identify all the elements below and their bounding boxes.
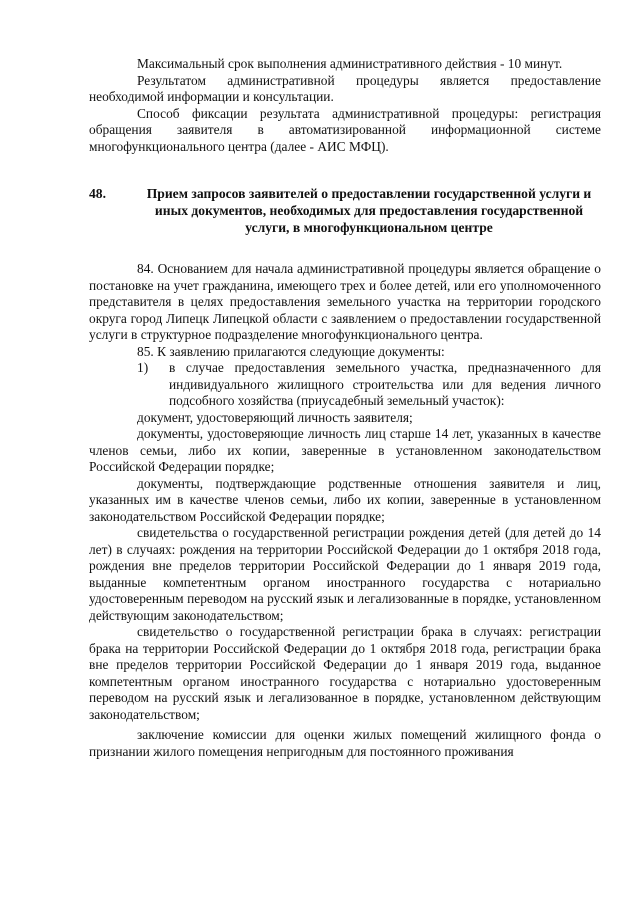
- list-item-marker: 1): [137, 360, 149, 375]
- section-title: Прием запросов заявителей о предоставлении государственной услуги и иных документов, необходимых для предоставления государственной услуги, в многофункциональном центре: [146, 186, 592, 235]
- doc-family-identity: документы, удостоверяющие личность лиц старше 14 лет, указанных в качестве членов семьи, либо их копии, заверенные в установленном законодательством Российской Федерации порядке;: [89, 426, 601, 474]
- list-item-text: в случае предоставления земельного участка, предназначенного для индивидуального жилищного строительства или для ведения личного подсобного хозяйства (приусадебный земельный участок):: [169, 360, 601, 408]
- doc-marriage-certificate: свидетельство о государственной регистрации брака в случаях: регистрации брака на территории Российской Федерации до 1 октября 2018 года, регистрации брака вне пределов территории Российской Федерации до 1 января 2019 года, выданное компетентным органом иностранного государства с нотариально удостоверенным переводом на русский язык и легализованное в порядке, установленном действующим законодательством;: [89, 624, 601, 722]
- page-content: [89, 56, 601, 760]
- doc-kinship: документы, подтверждающие родственные отношения заявителя и лиц, указанных им в качестве членов семьи, либо их копии, заверенные в установленном законодательством Российской Федерации порядке;: [89, 475, 601, 524]
- section-heading: [89, 185, 601, 236]
- paragraph-fixation: Способ фиксации результата административной процедуры: регистрация обращения заявителя в автоматизированной информационной системе многофункционального центра (далее - АИС МФЦ).: [89, 105, 601, 154]
- paragraph-84: 84. Основанием для начала административной процедуры является обращение о постановке на учет гражданина, имеющего трех и более детей, или его уполномоченного представителя в целях предоставления земельного участка на территории городского округа город Липецк Липецкой области с заявлением о предоставлении государственной услуги в структурное подразделение многофункционального центра.: [89, 261, 601, 342]
- doc-identity: документ, удостоверяющий личность заявителя;: [137, 409, 413, 425]
- paragraph-max-time: Максимальный срок выполнения административного действия - 10 минут.: [137, 56, 563, 71]
- list-item-1: [89, 360, 601, 410]
- doc-housing-commission: заключение комиссии для оценки жилых помещений жилищного фонда о признании жилого помещения непригодным для постоянного проживания: [89, 727, 601, 759]
- paragraph-85: 85. К заявлению прилагаются следующие документы:: [137, 343, 445, 359]
- section-number: 48.: [89, 186, 106, 201]
- paragraph-result: Результатом административной процедуры является предоставление необходимой информации и консультации.: [89, 72, 601, 104]
- doc-birth-certificates: свидетельства о государственной регистрации рождения детей (для детей до 14 лет) в случаях: рождения на территории Российской Федерации до 1 октября 2018 года, рождения вне пределов территории Российской Федерации до 1 января 2019 года, выданные компетентным органом иностранного государства с нотариально удостоверенным переводом на русский язык и легализованные в порядке, установленном действующим законодательством;: [89, 525, 601, 623]
